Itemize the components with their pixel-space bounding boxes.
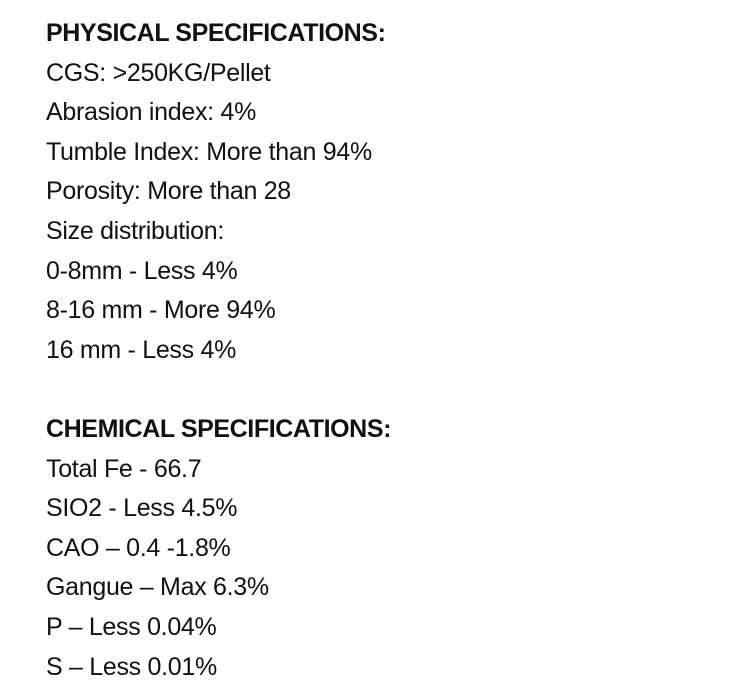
specifications-document xyxy=(46,14,716,687)
section-spacer xyxy=(46,370,716,410)
spec-line-porosity: Porosity: More than 28 xyxy=(46,177,291,206)
spec-line-cgs: CGS: >250KG/Pellet xyxy=(46,58,271,87)
spec-line-abrasion-index: Abrasion index: 4% xyxy=(46,98,257,127)
spec-line-s: S – Less 0.01% xyxy=(46,652,217,681)
spec-line-p: P – Less 0.04% xyxy=(46,612,217,641)
spec-line-size-8-16mm: 8-16 mm - More 94% xyxy=(46,296,276,325)
spec-line-size-distribution: Size distribution: xyxy=(46,216,225,245)
spec-line-sio2: SIO2 - Less 4.5% xyxy=(46,494,238,523)
spec-line-size-16mm: 16 mm - Less 4% xyxy=(46,335,237,364)
spec-line-tumble-index: Tumble Index: More than 94% xyxy=(46,137,372,166)
spec-line-total-fe: Total Fe - 66.7 xyxy=(46,454,202,483)
chemical-specifications-heading: CHEMICAL SPECIFICATIONS: xyxy=(46,414,392,443)
spec-line-gangue: Gangue – Max 6.3% xyxy=(46,573,269,602)
spec-line-size-0-8mm: 0-8mm - Less 4% xyxy=(46,256,238,285)
physical-specifications-section xyxy=(46,14,716,370)
chemical-specifications-section xyxy=(46,410,716,687)
spec-line-cao: CAO – 0.4 -1.8% xyxy=(46,533,231,562)
physical-specifications-heading: PHYSICAL SPECIFICATIONS: xyxy=(46,19,386,47)
